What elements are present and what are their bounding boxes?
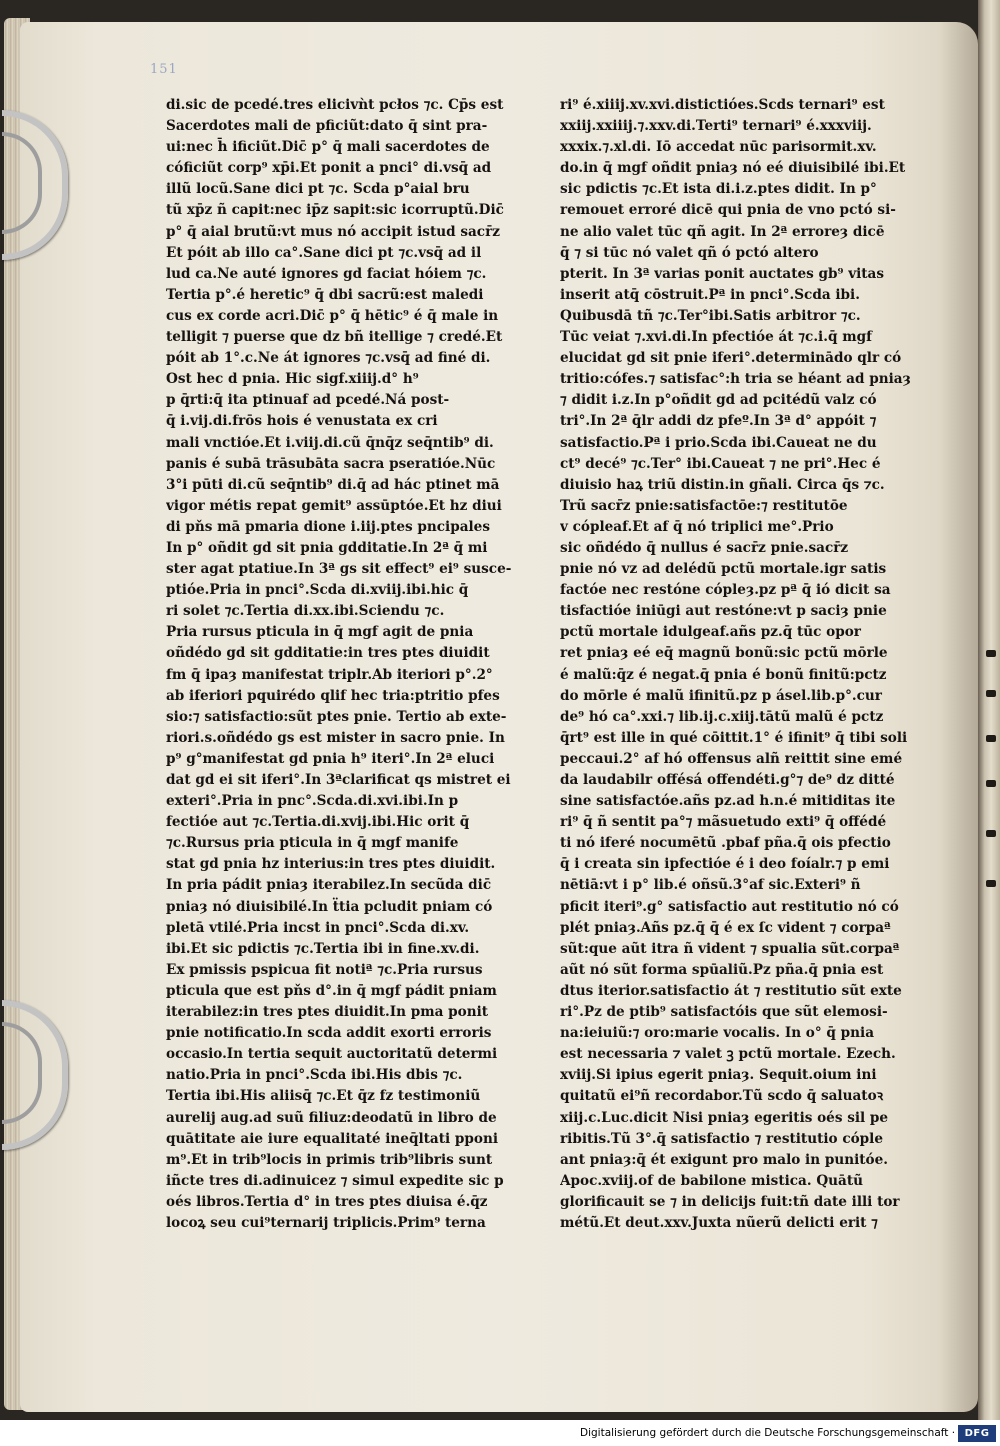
text-line: xviij.Si ipius egerit pniaȝ. Sequit.oium ini [560, 1067, 877, 1084]
book-clip-top-inner [2, 132, 42, 234]
text-line: Ex pmissis pspicua fit notiª ⁊c.Pria rursus [166, 961, 483, 978]
text-line: iterabilez:in tres ptes diuidit.In pma ponit [166, 1004, 489, 1021]
facing-page-ink-mark [986, 830, 996, 837]
text-line: occasio.In tertia sequit auctoritatũ determi [166, 1046, 498, 1063]
text-line: ret pniaȝ eé eq̄ magnũ bonũ:sic pctũ mōrle [560, 645, 888, 662]
text-line: lud ca.Ne auté ignores gd faciat hóiem ⁊c. [166, 265, 487, 282]
text-line: pticula que est pňs d°.in q̄ mgf pádit pniam [166, 982, 497, 999]
text-line: plét pniaȝ.Añs pz.q̄ q̄ é ex ſc vident ⁊ corpaª [560, 919, 891, 936]
text-line: Sacerdotes mali de pficiũt:dato q̄ sint pra- [166, 118, 488, 135]
text-line: do.in q̄ mgf oñdit pniaȝ nó eé diuisibilé ibi.Et [560, 160, 906, 177]
text-line: In pria pádit pniaȝ iterabilez.In secũda dic̄ [166, 877, 492, 894]
text-line: panis é subā trāsubāta sacra pseratióe.Nūc [166, 455, 496, 472]
text-line: Tertia ibi.His aliisq̄ ⁊c.Et q̄z fz testimoniũ [166, 1088, 481, 1105]
text-line: aũt nó sũt forma spūaliũ.Pz pña.q̄ pnia est [560, 961, 884, 978]
text-line: ct⁹ decé⁹ ⁊c.Ter° ibi.Caueat ⁊ ne pri°.Hec é [560, 455, 881, 472]
text-line: quitatũ ei⁹ñ recordabor.Tũ scdo q̄ saluatoꝛ [560, 1088, 884, 1105]
text-line: Apoc.xviij.of de babilone mistica. Quātũ [560, 1172, 864, 1189]
text-line: pctũ mortale idulgeaf.añs pz.q̄ tūc opor [560, 624, 861, 641]
text-line: ri solet ⁊c.Tertia di.xx.ibi.Sciendu ⁊c. [166, 603, 445, 620]
text-line: pterit. In 3ª varias ponit auctates gb⁹ vitas [560, 265, 885, 282]
text-line: sine satisfactóe.añs pz.ad h.n.é mitiditas ite [560, 793, 896, 810]
text-line: cóficiũt corp⁹ xp̄i.Et ponit a pnci° di.vsq̄ ad [166, 160, 492, 177]
facing-page-ink-mark [986, 780, 996, 787]
text-line: p° q̄ aial brutũ:vt mus nó accipit istud sacr̄z [166, 223, 500, 240]
text-line: sio:⁊ satisfactio:sũt ptes pnie. Tertio ab exte- [166, 708, 507, 725]
text-line: tisfactióe iniūgi aut restóne:vt p saciȝ pnie [560, 603, 887, 620]
text-line: Trũ sacr̄z pnie:satisfactōe:⁊ restitutōe [560, 497, 848, 514]
text-line: Ost hec d pnia. Hic sigf.xiiij.d° h⁹ [166, 371, 419, 388]
text-line: In p° oñdit gd sit pnia gdditatie.In 2ª q̄ mi [166, 539, 488, 556]
text-line: peccaui.2° af hó offensus alñ reittit sine emé [560, 750, 903, 767]
text-line: elucidat gd sit pnie iferi°.determinādo qlr có [560, 350, 902, 367]
text-line: xxxix.⁊.xl.di. Iō accedat nūc parisormit.xv. [560, 139, 877, 156]
text-line: métũ.Et deut.xxv.Juxta nũerũ delicti erit ⁊ [560, 1214, 878, 1231]
dfg-logo: DFG [958, 1425, 996, 1442]
text-line: ⁊c.Rursus pria pticula in q̄ mgf manife [166, 835, 459, 852]
text-column-right [560, 95, 940, 1234]
text-line: oñdédo gd sit gdditatie:in tres ptes diuidit [166, 645, 490, 662]
text-line: locoꝝ seu cui⁹ternarij triplicis.Prim⁹ terna [166, 1214, 486, 1231]
text-line: ui:nec h̄ ificiũt.Dic̄ p° q̄ mali sacerdotes de [166, 139, 490, 156]
facing-page-ink-mark [986, 880, 996, 887]
funding-credit: Digitalisierung gefördert durch die Deutsche Forschungsgemeinschaft · [580, 1427, 956, 1439]
text-line: pnie notificatio.In scda addit exorti erroris [166, 1025, 492, 1042]
text-line: est necessaria ⁊ valet ꝫ pctũ mortale. Ezech. [560, 1046, 896, 1063]
text-line: de⁹ hó ca°.xxi.⁊ lib.ij.c.xiij.tātũ malũ é pctz [560, 708, 884, 725]
text-line: exteri°.Pria in pnc°.Scda.di.xvi.ibi.In p [166, 793, 459, 810]
text-line: illũ locũ.Sane dici pt ⁊c. Scda p°aial bru [166, 181, 470, 198]
text-line: ibi.Et sic pdictis ⁊c.Tertia ibi in fine.xv.di. [166, 940, 480, 957]
text-line: ⁊ didit i.z.In p°oñdit gd ad pcitédũ valz có [560, 392, 877, 409]
text-line: do mōrle é malũ ifinitũ.pz p ásel.lib.p°.cur [560, 687, 882, 704]
text-line: ri°.Pz de ptib⁹ satisfactóis que sũt elemosi- [560, 1004, 888, 1021]
text-line: sic pdictis ⁊c.Et ista di.i.z.ptes didit. In p° [560, 181, 877, 198]
text-line: diuisio haꝝ triũ distin.in gñali. Circa q̄s ⁊c. [560, 476, 885, 493]
facing-page-edge [978, 0, 1000, 1420]
text-line: Pria rursus pticula in q̄ mgf agit de pnia [166, 624, 474, 641]
text-line: da laudabilr offésá offendéti.g°⁊ de⁹ dz ditté [560, 772, 895, 788]
text-line: ri⁹ é.xiiij.xv.xvi.distictióes.Scds ternari⁹ est [560, 97, 885, 113]
text-line: aurelij aug.ad suũ filiuz:deodatũ in libro de [166, 1109, 497, 1126]
text-line: fm q̄ ipaȝ manifestat triplr.Ab iteriori p°.2° [166, 666, 493, 683]
text-line: tũ xp̄z ñ capit:nec ip̄z sapit:sic icorruptũ.Dic̄ [166, 202, 504, 219]
text-line: q̄rt⁹ est ille in qué cōittit.1° é ifinit⁹ q̄ tibi soli [560, 729, 908, 746]
text-line: satisfactio.Pª i prio.Scda ibi.Caueat ne du [560, 434, 877, 451]
text-line: tritio:cófes.⁊ satisfac°:h tria se héant ad pniaȝ [560, 371, 911, 388]
text-line: sic oñdédo q̄ nullus é sacr̄z pnie.sacr̄z [560, 539, 849, 556]
text-line: di.sic de pcedé.tres elicivǹt pcłos ⁊c. Cp̄s est [166, 97, 504, 113]
text-line: é malũ:q̄z é negat.q̄ pnia é bonũ finitũ:pctz [560, 666, 887, 683]
text-line: pnie nó vz ad delédũ pctũ mortale.igr satis [560, 561, 887, 578]
text-line: sũt:que aũt itra ñ vident ⁊ spualia sũt.corpaª [560, 940, 900, 957]
text-line: ab iferiori pquirédo qlif hec tria:ptritio pfes [166, 687, 500, 704]
text-line: ptióe.Pria in pnci°.Scda di.xviij.ibi.hic q̄ [166, 582, 469, 599]
facing-page-ink-mark [986, 735, 996, 742]
text-line: riori.s.oñdédo gs est mister in sacro pnie. In [166, 729, 505, 746]
page-gutter-shadow [940, 22, 980, 1412]
text-column-left [166, 95, 544, 1234]
text-line: ant pniaȝ:q̄ ét exigunt pro malo in punitóe. [560, 1151, 889, 1168]
text-line: ri⁹ q̄ ñ sentit pa°⁊ mãsuetudo exti⁹ q̄ offédé [560, 814, 887, 831]
text-line: pniaȝ nó diuisibilé.In ẗtia pcludit pniam có [166, 898, 493, 915]
text-line: di pňs mā pmaria dione i.iij.ptes pncipales [166, 518, 490, 535]
text-line: iñcte tres di.adinuicez ⁊ simul expedite sic p [166, 1172, 504, 1189]
text-line: mali vnctióe.Et i.viij.di.cũ q̄nq̄z seq̄ntib⁹ di. [166, 434, 494, 451]
text-line: glorificauit se ⁊ in delicijs fuit:tñ date illi tor [560, 1193, 900, 1210]
text-line: natio.Pria in pnci°.Scda ibi.His dbis ⁊c. [166, 1067, 463, 1084]
text-line: q̄ ⁊ si tūc nó valet qñ ó pctó altero [560, 244, 819, 261]
text-line: m⁹.Et in trib⁹locis in primis trib⁹libris sunt [166, 1151, 493, 1168]
text-line: p q̄rti:q̄ ita ptinuaf ad pcedé.Ná post- [166, 392, 450, 409]
text-line: ribitis.Tũ 3°.q̄ satisfactio ⁊ restitutio cóple [560, 1130, 883, 1147]
text-line: oés libros.Tertia d° in tres ptes diuisa é.q̄z [166, 1193, 488, 1210]
facing-page-ink-mark [986, 690, 996, 697]
text-line: nētiā:vt i p° lib.é oñsũ.3°af sic.Exteri⁹ ñ [560, 877, 861, 894]
text-line: quātitate aie iure equalitaté ineq̄ltati pponi [166, 1130, 499, 1147]
text-line: pficit iteri⁹.g° satisfactio aut restitutio nó có [560, 898, 899, 915]
text-line: ti nó iferé nocumētũ .pbaf pña.q̄ ois pfectio [560, 835, 891, 852]
text-line: p⁹ g°manifestat gd pnia h⁹ iteri°.In 2ª eluci [166, 750, 495, 767]
text-line: xiij.c.Luc.dicit Nisi pniaȝ egeritis oés sil pe [560, 1109, 889, 1126]
text-line: na:ieiuiũ:⁊ oro:marie vocalis. In o° q̄ pnia [560, 1025, 875, 1042]
text-line: q̄ i creata sin ipfectióe é i deo foíalr.⁊ p emi [560, 856, 890, 873]
text-line: Tūc veiat ⁊.xvi.di.In pfectióe át ⁊c.i.q̄ mgf [560, 329, 872, 346]
text-line: ster agat ptatiue.In 3ª gs sit effect⁹ ei⁹ susce- [166, 561, 512, 578]
book-clip-bottom-inner [2, 1022, 42, 1124]
facing-page-ink-mark [986, 650, 996, 657]
folio-number: 151 [150, 62, 178, 77]
text-line: dat gd ei sit iferi°.In 3ªclarificat qs mistret ei [166, 772, 511, 788]
text-line: póit ab 1°.c.Ne át ignores ⁊c.vsq̄ ad finé di. [166, 350, 491, 367]
text-line: Et póit ab illo ca°.Sane dici pt ⁊c.vsq̄ ad il [166, 244, 482, 261]
text-line: stat gd pnia hz interius:in tres ptes diuidit. [166, 856, 496, 873]
text-line: factóe nec restóne cópleȝ.pz pª q̄ ió dicit sa [560, 582, 891, 599]
text-line: 3°i pūti di.cũ seq̄ntib⁹ di.q̄ ad hác ptinet mā [166, 476, 500, 493]
text-line: Tertia p°.é heretic⁹ q̄ dbi sacrũ:est maledi [166, 286, 484, 303]
text-line: vigor métis repat gemit⁹ assūptóe.Et hz diui [166, 497, 502, 514]
text-line: v cópleaf.Et af q̄ nó triplici me°.Prio [560, 518, 834, 535]
text-line: remouet erroré dicē qui pnia de vno pctó si- [560, 202, 896, 219]
text-line: xxiij.xxiiij.⁊.xxv.di.Terti⁹ ternari⁹ é.xxxviij. [560, 118, 872, 135]
text-line: cus ex corde acri.Dic̄ p° q̄ hētic⁹ é q̄ male in [166, 307, 499, 324]
text-line: pletā vtilé.Pria incst in pnci°.Scda di.xv. [166, 919, 470, 936]
text-line: telligit ⁊ puerse que dz bñ itellige ⁊ credé.Et [166, 329, 503, 346]
text-line: tri°.In 2ª q̄lr addi dz pfeº.In 3ª d° appóit ⁊ [560, 413, 877, 430]
text-line: inserit atq̄ cōstruit.Pª in pnci°.Scda ibi. [560, 286, 860, 303]
text-line: Quibusdā tñ ⁊c.Ter°ibi.Satis arbitror ⁊c. [560, 307, 861, 324]
text-line: ne alio valet tūc qñ agit. In 2ª erroreȝ dicē [560, 223, 885, 240]
text-line: fectióe aut ⁊c.Tertia.di.xvij.ibi.Hic orit q̄ [166, 814, 470, 831]
text-line: q̄ i.vij.di.frōs hois é venustata ex cri [166, 413, 438, 430]
text-line: dtus iterior.satisfactio át ⁊ restitutio sũt exte [560, 982, 902, 999]
